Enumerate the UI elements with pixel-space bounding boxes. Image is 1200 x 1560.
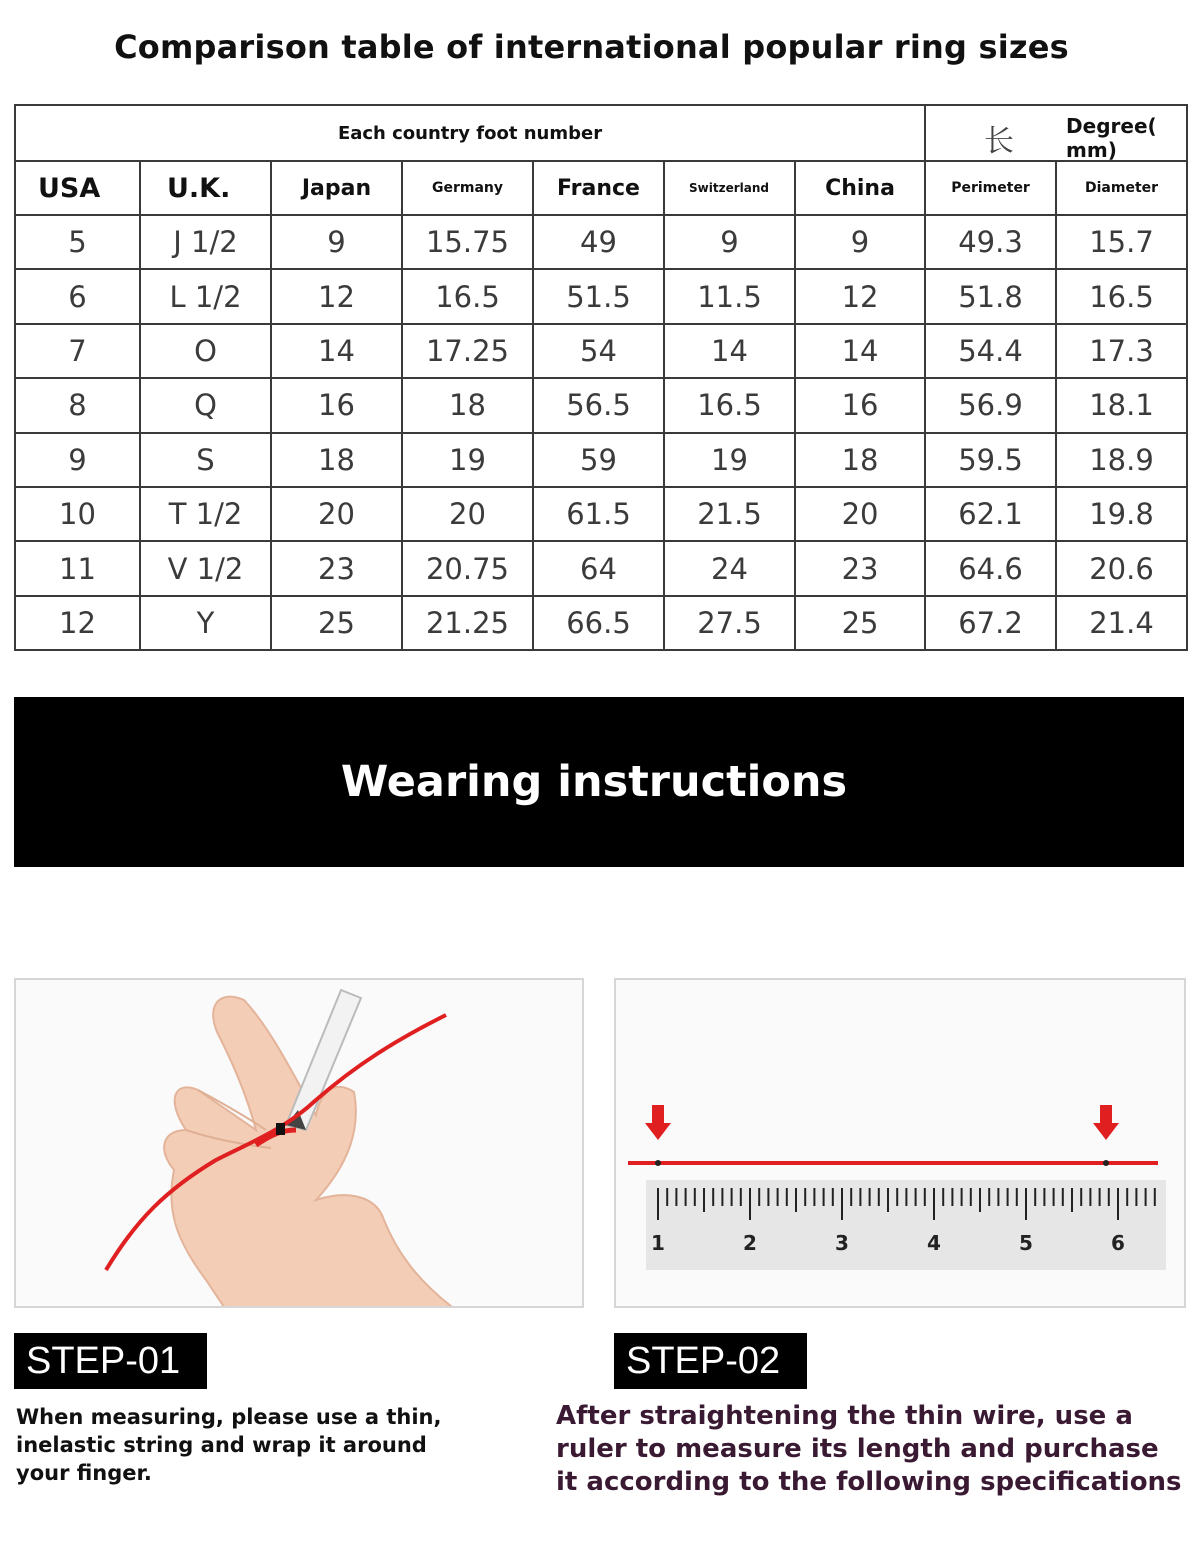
step-02-text: After straightening the thin wire, use a ruler to measure its length and purchase it according to the following specifications <box>556 1401 1182 1497</box>
cell-china: 16 <box>795 378 925 432</box>
cell-germany: 20 <box>402 487 533 541</box>
cell-uk: J 1/2 <box>140 215 271 269</box>
cell-switzerland: 21.5 <box>664 487 795 541</box>
cell-china: 23 <box>795 541 925 595</box>
cell-japan: 23 <box>271 541 402 595</box>
cell-diameter: 17.3 <box>1056 324 1187 378</box>
cell-germany: 21.25 <box>402 596 533 650</box>
table-row <box>15 487 1187 541</box>
table-row <box>15 596 1187 650</box>
cell-perimeter: 67.2 <box>925 596 1056 650</box>
cell-france: 49 <box>533 215 664 269</box>
cell-france: 56.5 <box>533 378 664 432</box>
cell-perimeter: 49.3 <box>925 215 1056 269</box>
cell-usa: 11 <box>15 541 140 595</box>
cell-perimeter: 64.6 <box>925 541 1056 595</box>
ruler-label: 6 <box>1111 1231 1125 1255</box>
cell-usa: 8 <box>15 378 140 432</box>
ruler-label: 1 <box>651 1231 665 1255</box>
table-row <box>15 324 1187 378</box>
ruler-label: 4 <box>927 1231 941 1255</box>
ruler-label: 3 <box>835 1231 849 1255</box>
cell-switzerland: 27.5 <box>664 596 795 650</box>
header-switzerland: Switzerland <box>664 161 795 215</box>
table-row <box>15 433 1187 487</box>
cell-uk: T 1/2 <box>140 487 271 541</box>
step-02-badge: STEP-02 <box>614 1333 807 1389</box>
cell-france: 54 <box>533 324 664 378</box>
cell-germany: 15.75 <box>402 215 533 269</box>
cell-diameter: 19.8 <box>1056 487 1187 541</box>
table-body <box>15 215 1187 650</box>
cell-perimeter: 59.5 <box>925 433 1056 487</box>
cell-japan: 20 <box>271 487 402 541</box>
cell-uk: V 1/2 <box>140 541 271 595</box>
cell-germany: 19 <box>402 433 533 487</box>
cell-france: 61.5 <box>533 487 664 541</box>
step-01-text: When measuring, please use a thin, inelastic string and wrap it around your finger. <box>16 1405 442 1485</box>
table-row <box>15 215 1187 269</box>
cell-japan: 25 <box>271 596 402 650</box>
cell-japan: 18 <box>271 433 402 487</box>
ruler-label: 5 <box>1019 1231 1033 1255</box>
step-02-image <box>614 978 1186 1308</box>
cell-japan: 12 <box>271 269 402 323</box>
unit-header <box>925 105 1187 161</box>
header-germany: Germany <box>402 161 533 215</box>
table-row <box>15 541 1187 595</box>
header-diameter: Diameter <box>1056 161 1187 215</box>
cell-usa: 12 <box>15 596 140 650</box>
ruler-icon <box>616 980 1186 1308</box>
cell-perimeter: 51.8 <box>925 269 1056 323</box>
cell-france: 64 <box>533 541 664 595</box>
cell-usa: 10 <box>15 487 140 541</box>
cell-uk: O <box>140 324 271 378</box>
instructions-banner <box>14 697 1184 867</box>
step-01-badge: STEP-01 <box>14 1333 207 1389</box>
cell-germany: 20.75 <box>402 541 533 595</box>
cell-usa: 5 <box>15 215 140 269</box>
header-france: France <box>533 161 664 215</box>
group-header: Each country foot number <box>15 105 925 161</box>
cell-china: 18 <box>795 433 925 487</box>
page-title: Comparison table of international popular ring sizes <box>114 28 1069 66</box>
cell-diameter: 20.6 <box>1056 541 1187 595</box>
cell-diameter: 18.1 <box>1056 378 1187 432</box>
cell-diameter: 16.5 <box>1056 269 1187 323</box>
cell-uk: Q <box>140 378 271 432</box>
table-group-row <box>15 105 1187 161</box>
cell-france: 59 <box>533 433 664 487</box>
cell-switzerland: 11.5 <box>664 269 795 323</box>
cell-switzerland: 19 <box>664 433 795 487</box>
cell-china: 14 <box>795 324 925 378</box>
cell-diameter: 15.7 <box>1056 215 1187 269</box>
cell-france: 51.5 <box>533 269 664 323</box>
cell-switzerland: 24 <box>664 541 795 595</box>
cell-switzerland: 16.5 <box>664 378 795 432</box>
ring-size-table <box>14 104 1188 651</box>
table-header-row <box>15 161 1187 215</box>
ruler-label: 2 <box>743 1231 757 1255</box>
header-perimeter: Perimeter <box>925 161 1056 215</box>
table-row <box>15 269 1187 323</box>
banner-title: Wearing instructions <box>340 757 848 807</box>
cell-china: 25 <box>795 596 925 650</box>
cell-japan: 9 <box>271 215 402 269</box>
header-uk: U.K. <box>140 161 271 215</box>
cell-germany: 16.5 <box>402 269 533 323</box>
header-china: China <box>795 161 925 215</box>
hand-with-string-icon <box>16 980 584 1308</box>
cell-japan: 16 <box>271 378 402 432</box>
cell-china: 12 <box>795 269 925 323</box>
header-japan: Japan <box>271 161 402 215</box>
cell-diameter: 21.4 <box>1056 596 1187 650</box>
cell-germany: 18 <box>402 378 533 432</box>
cell-usa: 7 <box>15 324 140 378</box>
cell-diameter: 18.9 <box>1056 433 1187 487</box>
header-usa: USA <box>15 161 140 215</box>
cell-china: 20 <box>795 487 925 541</box>
cell-perimeter: 54.4 <box>925 324 1056 378</box>
cell-switzerland: 14 <box>664 324 795 378</box>
cell-switzerland: 9 <box>664 215 795 269</box>
cell-uk: Y <box>140 596 271 650</box>
cell-uk: S <box>140 433 271 487</box>
cell-china: 9 <box>795 215 925 269</box>
cell-germany: 17.25 <box>402 324 533 378</box>
step-01-image <box>14 978 584 1308</box>
cell-usa: 6 <box>15 269 140 323</box>
cell-france: 66.5 <box>533 596 664 650</box>
cell-usa: 9 <box>15 433 140 487</box>
length-glyph: 长 <box>984 124 1015 159</box>
unit-label: Degree( mm) <box>1066 114 1157 162</box>
cell-perimeter: 62.1 <box>925 487 1056 541</box>
table-row <box>15 378 1187 432</box>
cell-uk: L 1/2 <box>140 269 271 323</box>
cell-perimeter: 56.9 <box>925 378 1056 432</box>
cell-japan: 14 <box>271 324 402 378</box>
